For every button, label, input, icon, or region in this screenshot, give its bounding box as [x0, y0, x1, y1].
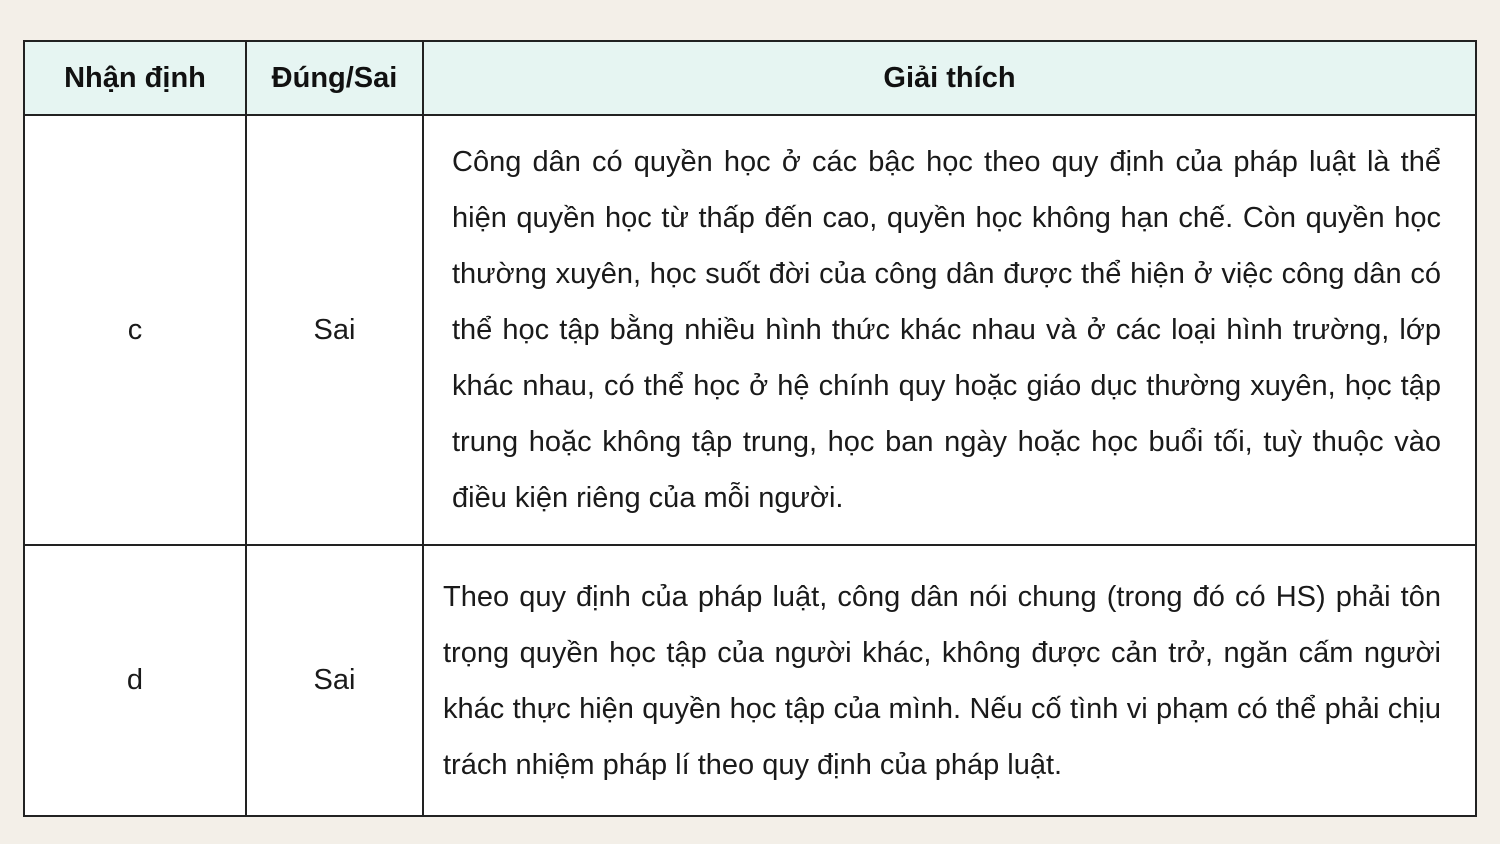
- table-row: [24, 545, 1476, 816]
- table-body: [24, 115, 1476, 816]
- explanation-cell: Công dân có quyền học ở các bậc học theo quy định của pháp luật là thể hiện quyền học từ thấp đến cao, quyền học không hạn chế. Còn quyền học thường xuyên, học suốt đời của công dân được thể hiện ở việc công dân có thể học tập bằng nhiều hình thức khác nhau và ở các loại hình trường, lớp khác nhau, có thể học ở hệ chính quy hoặc giáo dục thường xuyên, học tập trung hoặc không tập trung, học ban ngày hoặc học buổi tối, tuỳ thuộc vào điều kiện riêng của mỗi người.: [423, 115, 1476, 545]
- answer-table: [23, 40, 1477, 817]
- table-header: [24, 41, 1476, 115]
- explanation-cell: Theo quy định của pháp luật, công dân nói chung (trong đó có HS) phải tôn trọng quyền học tập của người khác, không được cản trở, ngăn cấm người khác thực hiện quyền học tập của mình. Nếu cố tình vi phạm có thể phải chịu trách nhiệm pháp lí theo quy định của pháp luật.: [423, 545, 1476, 816]
- header-explanation: Giải thích: [423, 41, 1476, 115]
- statement-cell: d: [24, 545, 246, 816]
- table-row: [24, 115, 1476, 545]
- answer-table-container: [23, 40, 1477, 817]
- header-statement: Nhận định: [24, 41, 246, 115]
- header-verdict: Đúng/Sai: [246, 41, 423, 115]
- statement-cell: c: [24, 115, 246, 545]
- verdict-cell: Sai: [246, 115, 423, 545]
- header-row: [24, 41, 1476, 115]
- verdict-cell: Sai: [246, 545, 423, 816]
